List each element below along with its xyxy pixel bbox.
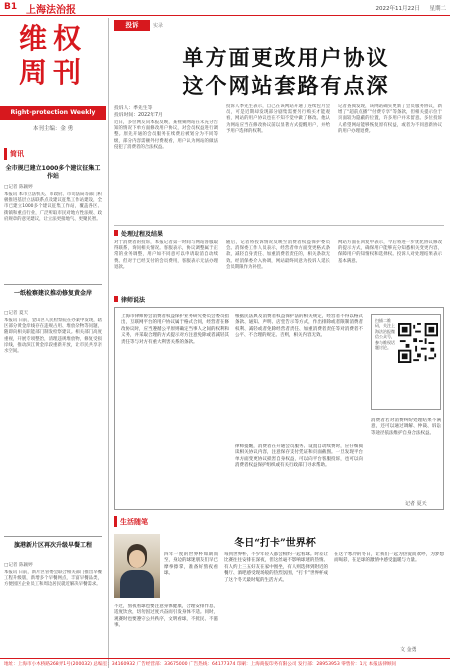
author-photo (114, 534, 160, 598)
divider (114, 225, 444, 226)
tag-label: 投诉 (114, 20, 150, 31)
subhead-text: 律师说法 (121, 297, 146, 304)
essay-title: 冬日“打卡”世界杯 (234, 538, 316, 549)
divider (4, 536, 102, 537)
qr-code-icon[interactable] (398, 323, 438, 363)
section-editor: 本刊主编：金 勇 (32, 126, 74, 132)
complaint-time: 投诉时间：2022年7月 (114, 113, 163, 118)
article-column-6: 网站方面在回复中表示，今后将进一步优化协议修改的提示方式，确保用户能够充分知悉相关变更内容，保障用户的知情权和选择权。投诉人对处理结果表示基本满意。 (338, 240, 442, 264)
article-column-2: 投诉人季先生表示，自己在该网站开通了连续包月会员，可是近期却发现部分剧集需要另行购买才能观看，网站的用户协议也在不知不觉中做了修改。他认为网站应当在修改协议前以显著方式提醒用户，并给予用户选择的权利。 (226, 104, 330, 134)
essay-column-1: 四年一度的世界杯如期而至，身边的球迷朋友们早已摩拳擦掌，准备好熬夜看球。 (164, 552, 218, 577)
essay-signature: 文 金勇 (400, 647, 417, 653)
commentary-column-1: 上海市律师协会消费者权益保护业务研究委员会委员指出，互联网平台的用户协议属于格式合同，经营者在修改协议时，应当遵循公平原则确定当事人之间的权利和义务，并采取合理的方式提示对方注意免除或者减轻其责任等与对方有重大利害关系的条款。 (121, 314, 229, 345)
complainant-byline: 投诉人：季先生等 (114, 106, 153, 111)
subhead-process (114, 228, 264, 238)
section-banner (0, 18, 106, 144)
subhead-lawyer (114, 294, 264, 304)
masthead (0, 0, 450, 16)
subhead-marker (114, 230, 118, 236)
brief-label-text: 简讯 (10, 150, 24, 158)
commentary-column-3: 消费者若对消费纠纷处理结果不满意，还可以通过调解、仲裁、诉讼等途径依法维护自身合法权益。 (371, 418, 441, 436)
weekday: 星期二 (429, 6, 446, 12)
article-column-1: 近日，多位网友向本报反映，某视频网站在未充分告知的情况下单方面修改用户协议，对会员权益进行调整。原先开通的会员服务在续费后被划分为不同等级，部分内容需额外付费观看，用户认为网站的做法侵犯了消费者的合法权益。 (114, 120, 218, 150)
left-column (0, 18, 106, 668)
divider (4, 284, 102, 285)
label-bar (114, 516, 117, 527)
banner-title: 维权周刊 (18, 22, 87, 89)
paper-name: 上海法治报 (26, 5, 76, 16)
brief-section-label (4, 148, 44, 160)
photo-face (129, 550, 145, 568)
footer-text: 地址：上海市小木桥路268弄1号(200032) 总编室：34160932 广告经营部：33675000 广告热线：64177374 印刷：上海商报印务有限公司 发行部：28953953 零售价：1元 本报法律顾问 (4, 662, 397, 667)
article-column-4: 对于消费者的投诉，本报记者第一时间与网站客服取得联系，询问相关情况。客服表示，协议调整属于正常的业务调整，用户如不同意可以申请取消自动续费。但对于已经支付的会员费用，客服表示无法办理退款。 (114, 240, 218, 270)
publication-date: 2022年11月22日 (375, 6, 420, 12)
article-title-line-1: 单方面更改用户协议 (182, 45, 390, 70)
brief-headline: 全市规已建立1000多个建议征集工作站 (5, 165, 101, 180)
commentary-column-2: 根据民法典及消费者权益保护法的相关规定，经营者不得以格式条款、通知、声明、店堂告示等方式，作出排除或者限制消费者权利、减轻或者免除经营者责任、加重消费者责任等对消费者不公平、不合理的规定。否则，相关内容无效。 (235, 314, 363, 339)
essay-column-1b: 不过，熬夜看球也要注意身体健康，合理安排作息，适度饮食，切勿因过度兴奋而引发身体不适。同时，观赛时也要遵守公共秩序，文明看球，不扰民、不滋事。 (114, 604, 218, 629)
brief-headline: 一纸检察建议推动修复黄金岸 (13, 290, 92, 297)
article-title-line-2: 这个网站套路有点深 (182, 73, 390, 98)
page-footer (0, 658, 450, 668)
essay-label-text: 生活随笔 (120, 518, 148, 526)
essay-section-label (114, 516, 158, 527)
qr-panel (371, 314, 441, 410)
banner-english-title: Right-protection Weekly (0, 106, 106, 120)
subhead-text: 处理过程及结果 (121, 231, 164, 238)
commentary-column-3b: 律师提醒，消费者在开通会员服务、设置自动续费时，应仔细阅读相关协议内容，注意保存支付凭证和页面截图。一旦发现平台单方面变更协议损害自身权益，可以向平台客服投诉，也可以向消费者权益保护组织或有关行政部门寻求帮助。 (235, 444, 363, 469)
column-divider (108, 18, 109, 668)
brief-headline: 旗港新片区再次升级早餐工程 (13, 542, 92, 549)
brief-byline: □记者 陈颖婷 (4, 563, 33, 568)
essay-column-3: 在这个寒冷的冬日，让我们一起为热爱而欢呼，为梦想而喝彩，在足球的激情中感受温暖与力量。 (334, 552, 444, 564)
article-column-5: 随后，记者将投诉情况反映至消费者权益保护委员会。消保委工作人员表示，经营者单方面变更格式条款，减轻自身责任、加重消费者责任的，相关条款无效。经消保委介入协调，网站最终同意为投诉人延长会员期限作为补偿。 (226, 240, 330, 270)
page-number: B1 (4, 2, 18, 12)
tag-sublabel: 实录 (153, 23, 164, 29)
brief-text: 本报讯 日前，新片区管委会联合相关部门推出早餐工程升级版，新增多个早餐网点，丰富早餐品类，方便园区企业员工和周边居民就近解决早餐需求。 (4, 570, 102, 588)
label-bar (4, 148, 7, 160)
brief-byline: □记者 陈颖婷 (4, 185, 33, 190)
commentary-signature: 记者 夏天 (405, 501, 427, 507)
essay-column-2: 每到世界杯，不少年轻人都会相约一起看球。时差让比赛往往安排在深夜，但这丝毫不影响球迷的热情。有人约上三五好友在家中围坐，有人则选择到附近的餐厅、酒吧感受现场般的热烈氛围，“打卡”世界杯成了这个冬天最时髦的生活方式。 (224, 552, 328, 583)
article-column-3: 记者查阅发现，该网站确实更新了会员服务协议，新增了“超前点播”“付费专享”等条款，但相关提示位于页面较为隐蔽的位置，许多用户并未留意。多位投诉人希望网站能够恢复原有权益，或者为不同意新协议的用户办理退费。 (338, 104, 442, 134)
photo-body (120, 570, 154, 598)
brief-text: 本报讯 本市立法机关、市政府、市司法局等部门积极推进基层立法联系点及建议征集工作站建设，全市已建立1000多个建议征集工作站，覆盖各区、街镇和重点行业，广泛听取市民对地方性法规、政府规章的意见建议，让立法更接地气、更聚民智。 (4, 192, 102, 222)
qr-caption: 扫描二维码，关注上海法治报微信公众号，参与维权话题讨论。 (375, 318, 395, 351)
brief-text: 本报讯 日前，金山区人民检察院在办案中发现，辖区部分黄金岸线存在违规占用、堆放杂物等问题，随即向相关职能部门制发检察建议。相关部门高度重视，开展专项整治，清理违规堆放物，修复受损岸线，推动滨江黄金岸段重新开放，让市民共享亲水空间。 (4, 318, 102, 355)
brief-byline: □记者 夏天 (4, 311, 29, 316)
subhead-marker (114, 296, 118, 302)
lawyer-commentary-box (114, 307, 444, 510)
